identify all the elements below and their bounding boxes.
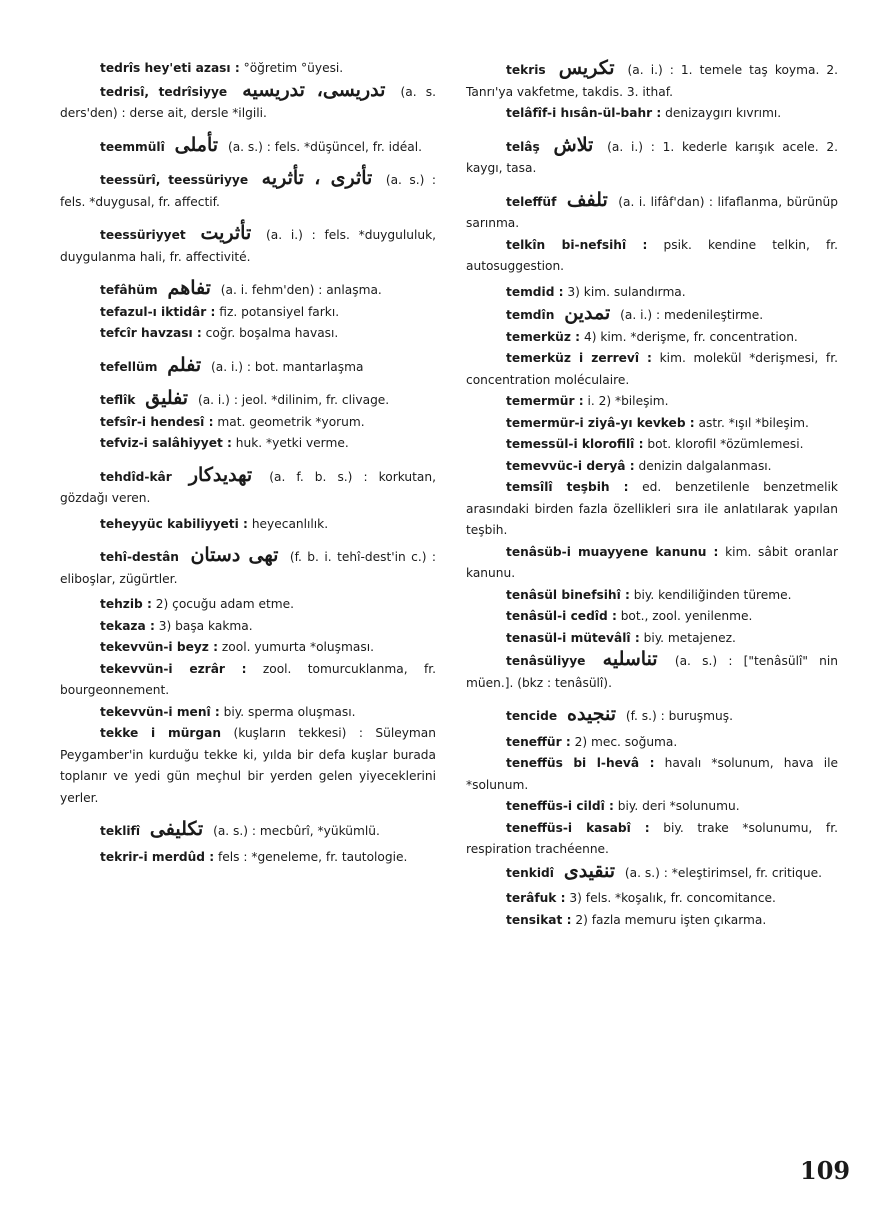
entry-definition: ed. benzetilenle benzetmelik arasındaki birden fazla özellikleri sıra ile anlatılarak yapılan teşbih. bbox=[466, 480, 838, 537]
entry-headword: tefcîr havzası : bbox=[100, 326, 202, 340]
dictionary-entry bbox=[60, 323, 436, 345]
entry-headword: tefsîr-i hendesî : bbox=[100, 414, 214, 429]
dictionary-entry bbox=[60, 58, 436, 80]
dictionary-entry bbox=[466, 732, 838, 754]
dictionary-entry bbox=[60, 412, 436, 434]
entry-definition: (a. i.) : 1. temele taş koyma. 2. Tanrı'ya vakfetme, takdis. 3. ithaf. bbox=[466, 63, 839, 99]
entry-headword: teleffüf bbox=[506, 194, 557, 209]
dictionary-entry bbox=[60, 433, 436, 455]
entry-definition: (a. i.) : jeol. *dilinim, fr. clivage. bbox=[197, 393, 390, 407]
dictionary-entry bbox=[466, 888, 838, 910]
entry-definition: denizin dalgalanması. bbox=[638, 458, 772, 473]
entry-definition: biy. sperma oluşması. bbox=[223, 704, 356, 719]
entry-headword: teneffüs bi l-hevâ : bbox=[506, 756, 655, 770]
entry-definition: (kuşların tekkesi) : Süleyman Peygamber'in kurduğu tekke ki, yılda bir defa kuşlar burada toplanır ve yedi gün meçhul bir yerden gelen yiyeceklerini yerler. bbox=[60, 726, 437, 805]
entry-arabic-script: تفليق bbox=[145, 387, 189, 409]
entry-headword: tedrisî, tedrîsiyye bbox=[100, 84, 228, 99]
entry-definition: biy. trake *solunumu, fr. respiration trachéenne. bbox=[466, 820, 838, 856]
entry-arabic-script: تهى دستان bbox=[190, 544, 279, 566]
entry-definition: denizaygırı kıvrımı. bbox=[665, 106, 782, 120]
dictionary-entry bbox=[466, 649, 838, 694]
entry-definition: bot., zool. yenilenme. bbox=[620, 609, 753, 623]
entry-headword: temerküz : bbox=[506, 329, 581, 344]
entry-headword: tenâsül-i cedîd : bbox=[506, 609, 617, 623]
page-number: 109 bbox=[800, 1156, 851, 1185]
entry-definition: biy. deri *solunumu. bbox=[617, 799, 740, 813]
entry-headword: tedrîs hey'eti azası : bbox=[100, 61, 240, 75]
dictionary-entry bbox=[466, 796, 838, 818]
dictionary-entry bbox=[466, 606, 838, 628]
dictionary-entry bbox=[466, 413, 838, 435]
dictionary-entry bbox=[60, 388, 436, 412]
dictionary-entry bbox=[466, 753, 838, 796]
dictionary-entry bbox=[60, 355, 436, 379]
entry-headword: teneffüs-i cildî : bbox=[506, 799, 614, 813]
dictionary-entry bbox=[60, 278, 436, 302]
dictionary-entry bbox=[466, 818, 838, 861]
entry-arabic-script: تكريس bbox=[558, 57, 615, 79]
entry-definition: (a. i. fehm'den) : anlaşma. bbox=[220, 283, 382, 297]
entry-definition: (a. s.) : *eleştirimsel, fr. critique. bbox=[624, 865, 822, 880]
entry-headword: tencide bbox=[506, 709, 558, 723]
entry-headword: tehdîd-kâr bbox=[100, 469, 172, 484]
entry-headword: telâfîf-i hısân-ül-bahr : bbox=[506, 106, 662, 120]
entry-definition: 3) fels. *koşalık, fr. concomitance. bbox=[569, 891, 776, 905]
dictionary-entry bbox=[466, 303, 838, 327]
entry-definition: fiz. potansiyel farkı. bbox=[219, 304, 340, 319]
entry-definition: (a. f. b. s.) : korkutan, gözdağı veren. bbox=[60, 469, 437, 505]
dictionary-entry bbox=[466, 434, 838, 456]
entry-definition: havalı *solunum, hava ile *solunum. bbox=[466, 756, 838, 792]
entry-definition: (a. i.) : fels. *duygululuk, duygulanma hali, fr. affectivité. bbox=[60, 228, 436, 264]
entry-definition: bot. klorofil *özümlemesi. bbox=[647, 437, 804, 451]
entry-definition: (a. i.) : medenileştirme. bbox=[620, 308, 764, 322]
left-column bbox=[60, 58, 436, 872]
entry-arabic-script: تنجيده bbox=[567, 703, 616, 725]
entry-definition: (f. b. i. tehî-dest'in c.) : eliboşlar, zügürtler. bbox=[60, 550, 437, 586]
dictionary-entry bbox=[60, 465, 436, 510]
entry-arabic-script: تمدين bbox=[564, 302, 611, 324]
right-column bbox=[466, 58, 838, 931]
entry-definition: coğr. boşalma havası. bbox=[205, 326, 339, 340]
entry-definition: °öğretim °üyesi. bbox=[243, 61, 344, 75]
entry-definition: 2) çocuğu adam etme. bbox=[155, 597, 295, 611]
dictionary-entry bbox=[466, 861, 838, 885]
entry-definition: (a. s.) : fels. *duygusal, fr. affectif. bbox=[60, 173, 437, 209]
entry-arabic-script: تناسليه bbox=[602, 648, 658, 670]
entry-arabic-script: تأثريت bbox=[200, 222, 252, 244]
entry-arabic-script: تفلم bbox=[167, 353, 202, 376]
entry-definition: (a. s. ders'den) : derse ait, dersle *ilgili. bbox=[60, 84, 436, 120]
entry-headword: tefâhüm bbox=[100, 283, 158, 297]
dictionary-entry bbox=[466, 103, 838, 125]
entry-arabic-script: تدريسى، تدريسيه bbox=[242, 78, 386, 101]
entry-arabic-script: تكليفى bbox=[149, 818, 204, 840]
entry-headword: tenasül-i mütevâlî : bbox=[506, 630, 640, 645]
entry-headword: tekevvün-i beyz : bbox=[100, 640, 219, 654]
entry-headword: tekke i mürgan bbox=[100, 726, 222, 740]
entry-definition: 3) başa kakma. bbox=[158, 618, 253, 633]
entry-headword: temerküz i zerrevî : bbox=[506, 351, 652, 365]
entry-headword: teessüriyyet bbox=[100, 228, 186, 242]
entry-headword: tenkidî bbox=[506, 865, 554, 880]
entry-headword: tenâsüliyye bbox=[506, 654, 586, 668]
entry-headword: temermür-i ziyâ-yı kevkeb : bbox=[506, 415, 695, 430]
dictionary-entry bbox=[60, 594, 436, 616]
entry-headword: tehî-destân bbox=[100, 550, 179, 564]
entry-headword: teessürî, teessüriyye bbox=[100, 173, 249, 187]
entry-headword: tekevvün-i ezrâr : bbox=[100, 661, 247, 676]
dictionary-entry bbox=[60, 545, 436, 590]
dictionary-entry bbox=[466, 327, 838, 349]
entry-arabic-script: تأملى bbox=[174, 133, 219, 156]
entry-definition: (a. s.) : mecbûrî, *yükümlü. bbox=[213, 824, 380, 838]
entry-definition: biy. metajenez. bbox=[643, 630, 736, 645]
entry-definition: (a. i. lifâf'dan) : lifaflanma, bürünüp sarınma. bbox=[466, 194, 839, 230]
entry-headword: temdid : bbox=[506, 284, 564, 299]
dictionary-entry bbox=[60, 168, 436, 213]
entry-headword: terâfuk : bbox=[506, 891, 566, 905]
dictionary-entry bbox=[60, 302, 436, 324]
entry-definition: (a. s.) : ["tenâsülî" nin müen.]. (bkz : tenâsülî). bbox=[466, 654, 838, 690]
entry-definition: i. 2) *bileşim. bbox=[587, 394, 669, 408]
dictionary-entry bbox=[466, 704, 838, 728]
entry-arabic-script: تلاش bbox=[553, 133, 594, 156]
entry-headword: temessül-i klorofilî : bbox=[506, 437, 644, 451]
dictionary-entry bbox=[466, 910, 838, 932]
entry-arabic-script: تأثرى ، تأثريه bbox=[261, 167, 373, 189]
entry-arabic-script: تلفف bbox=[566, 188, 608, 211]
entry-definition: mat. geometrik *yorum. bbox=[217, 414, 365, 429]
entry-headword: telâş bbox=[506, 139, 540, 154]
entry-headword: tenâsül binefsihî : bbox=[506, 587, 630, 602]
dictionary-entry bbox=[60, 616, 436, 638]
entry-arabic-script: تنقيدى bbox=[563, 859, 616, 882]
dictionary-entry bbox=[466, 58, 838, 103]
entry-headword: tekevvün-i menî : bbox=[100, 704, 220, 719]
entry-definition: (f. s.) : buruşmuş. bbox=[625, 709, 733, 723]
entry-definition: zool. yumurta *oluşması. bbox=[221, 640, 374, 654]
entry-definition: 3) kim. sulandırma. bbox=[567, 284, 686, 299]
entry-headword: tekris bbox=[506, 63, 546, 77]
entry-headword: temermür : bbox=[506, 394, 584, 408]
dictionary-entry bbox=[60, 819, 436, 843]
entry-definition: (a. i.) : bot. mantarlaşma bbox=[211, 359, 364, 374]
entry-definition: 4) kim. *derişme, fr. concentration. bbox=[583, 329, 798, 344]
dictionary-entry bbox=[60, 637, 436, 659]
dictionary-entry bbox=[60, 135, 436, 159]
entry-headword: tehzib : bbox=[100, 597, 152, 611]
entry-headword: temevvüc-i deryâ : bbox=[506, 458, 635, 473]
dictionary-entry bbox=[466, 391, 838, 413]
dictionary-entry bbox=[466, 585, 838, 607]
dictionary-entry bbox=[466, 348, 838, 391]
entry-arabic-script: تفاهم bbox=[167, 277, 211, 299]
entry-definition: kim. molekül *derişmesi, fr. concentration moléculaire. bbox=[466, 351, 838, 387]
entry-headword: tefellüm bbox=[100, 359, 158, 374]
entry-headword: temdîn bbox=[506, 308, 555, 322]
dictionary-entry bbox=[466, 190, 838, 235]
dictionary-entry bbox=[466, 456, 838, 478]
dictionary-entry bbox=[60, 514, 436, 536]
dictionary-entry bbox=[60, 80, 436, 125]
dictionary-entry bbox=[60, 223, 436, 268]
entry-definition: kim. sâbit oranlar kanunu. bbox=[466, 544, 839, 580]
dictionary-entry bbox=[60, 723, 436, 809]
entry-definition: fels : *geneleme, fr. tautologie. bbox=[217, 849, 408, 864]
dictionary-entry bbox=[466, 282, 838, 304]
entry-definition: heyecanlılık. bbox=[251, 516, 329, 531]
entry-definition: (a. s.) : fels. *düşüncel, fr. idéal. bbox=[227, 139, 422, 154]
entry-definition: huk. *yetki verme. bbox=[235, 436, 349, 450]
entry-definition: zool. tomurcuklanma, fr. bourgeonnement. bbox=[60, 661, 437, 697]
entry-headword: teneffüs-i kasabî : bbox=[506, 820, 650, 835]
entry-headword: tensikat : bbox=[506, 912, 572, 927]
dictionary-entry bbox=[466, 542, 838, 585]
dictionary-entry bbox=[466, 628, 838, 650]
entry-definition: psik. kendine telkin, fr. autosuggestion. bbox=[466, 237, 839, 273]
dictionary-entry bbox=[466, 235, 838, 278]
entry-headword: tefazul-ı iktidâr : bbox=[100, 304, 216, 319]
entry-headword: teneffür : bbox=[506, 734, 571, 749]
entry-headword: tekaza : bbox=[100, 618, 155, 633]
entry-arabic-script: تهديدكار bbox=[188, 463, 253, 486]
entry-headword: teemmülî bbox=[100, 139, 165, 154]
dictionary-entry bbox=[60, 659, 436, 702]
entry-headword: tenâsüb-i muayyene kanunu : bbox=[506, 544, 719, 559]
entry-definition: (a. i.) : 1. kederle karışık acele. 2. kaygı, tasa. bbox=[466, 139, 839, 175]
entry-definition: astr. *ışıl *bileşim. bbox=[698, 415, 809, 430]
entry-definition: 2) mec. soğuma. bbox=[574, 734, 678, 749]
entry-headword: teklifî bbox=[100, 824, 141, 838]
entry-headword: tekrir-i merdûd : bbox=[100, 849, 215, 864]
entry-headword: tefviz-i salâhiyyet : bbox=[100, 436, 232, 450]
entry-definition: 2) fazla memuru işten çıkarma. bbox=[575, 912, 767, 927]
dictionary-entry bbox=[466, 135, 838, 180]
dictionary-entry bbox=[466, 477, 838, 542]
entry-definition: biy. kendiliğinden türeme. bbox=[633, 587, 792, 602]
entry-headword: telkîn bi-nefsihî : bbox=[506, 237, 648, 252]
entry-headword: teheyyüc kabiliyyeti : bbox=[100, 516, 248, 531]
entry-headword: teflîk bbox=[100, 393, 136, 407]
entry-headword: temsîlî teşbih : bbox=[506, 480, 629, 494]
dictionary-entry bbox=[60, 702, 436, 724]
dictionary-entry bbox=[60, 847, 436, 869]
